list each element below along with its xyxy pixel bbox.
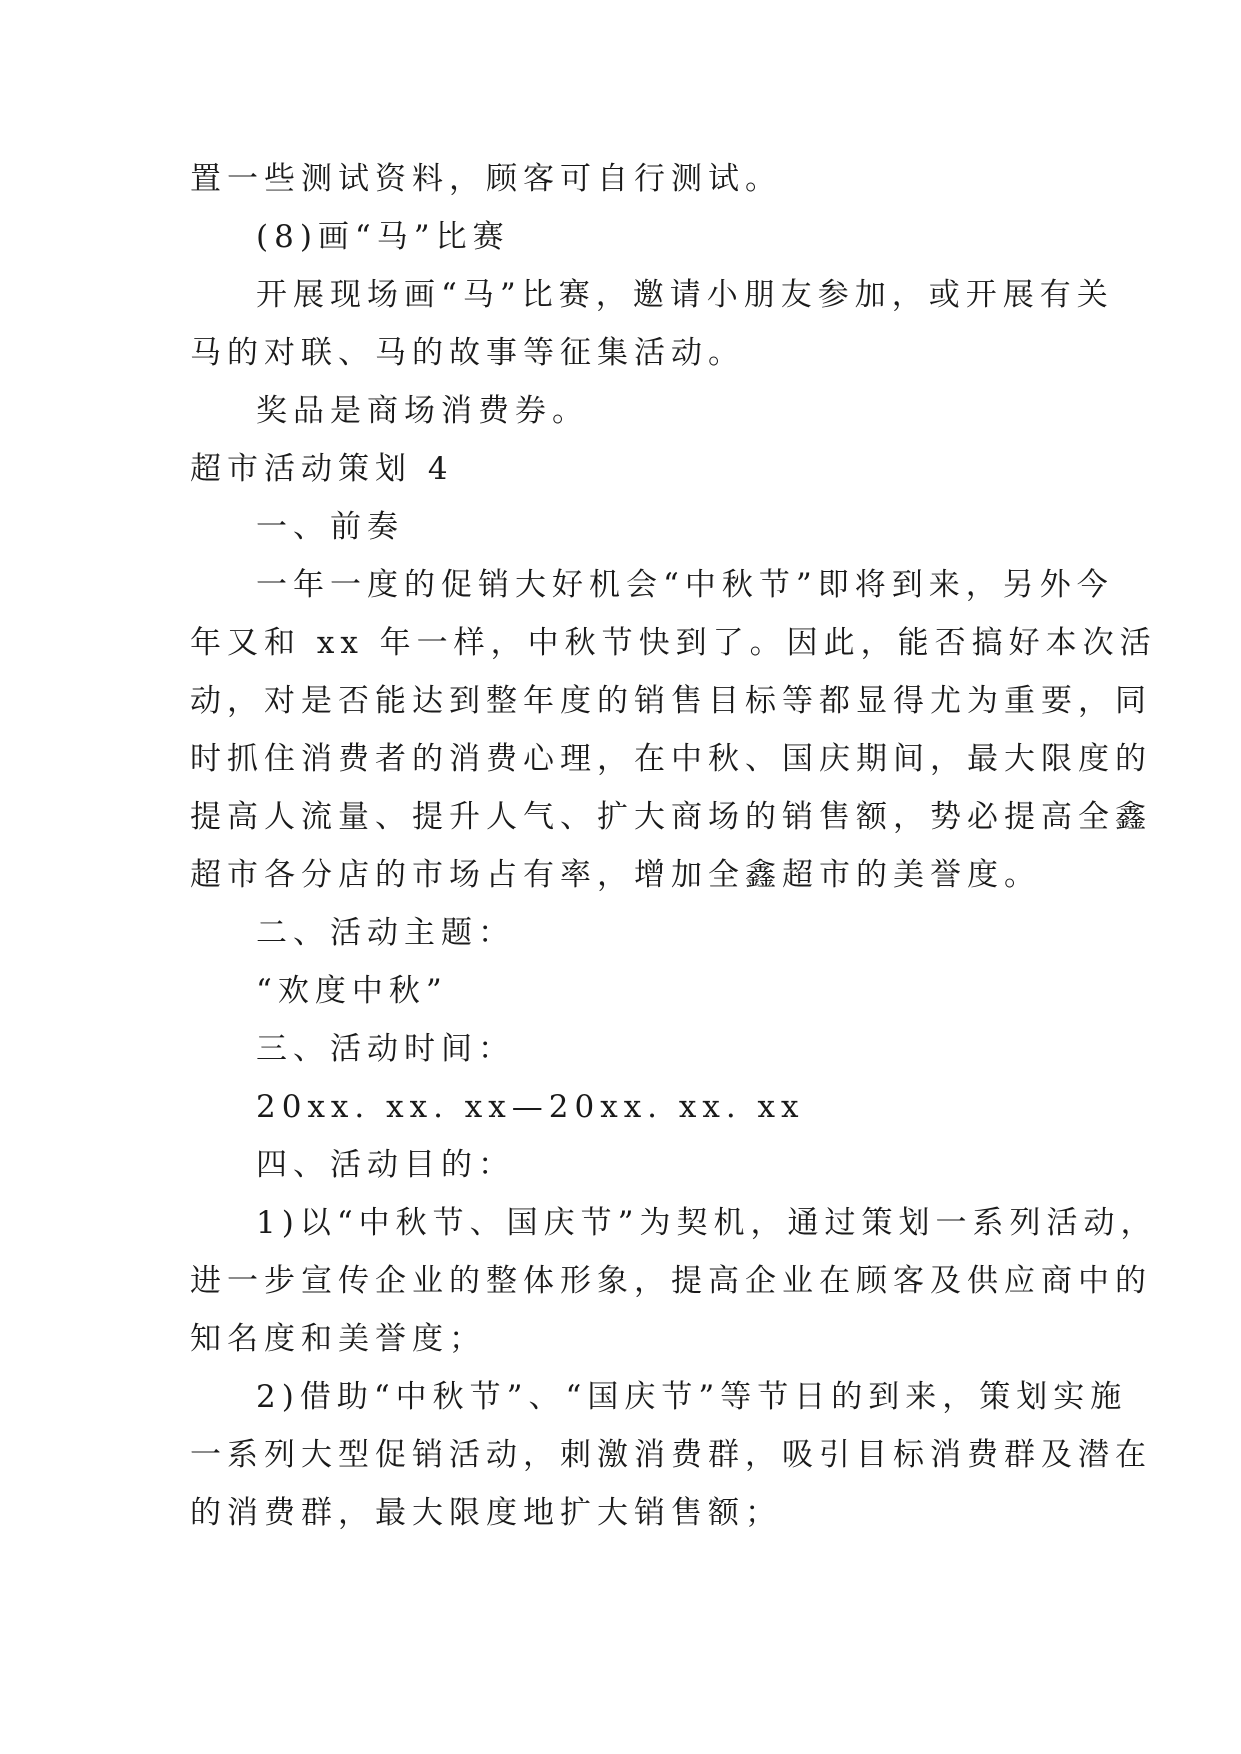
document-page <box>190 150 1158 1542</box>
text-line: 奖品是商场消费券。 <box>256 393 589 429</box>
text-line: 20xx. xx. xx—20xx. xx. xx <box>256 1089 805 1125</box>
text-line: 开展现场画“马”比赛，邀请小朋友参加，或开展有关 <box>256 277 1114 313</box>
text-line: 超市各分店的市场占有率，增加全鑫超市的美誉度。 <box>190 857 1041 893</box>
text-line: 时抓住消费者的消费心理，在中秋、国庆期间，最大限度的 <box>190 741 1152 777</box>
section-item-heading: (8)画“马”比赛 <box>256 219 510 255</box>
text-line: 年又和 xx 年一样，中秋节快到了。因此，能否搞好本次活 <box>190 625 1157 661</box>
section-title: 超市活动策划 4 <box>190 451 454 487</box>
text-line: 1)以“中秋节、国庆节”为契机，通过策划一系列活动， <box>256 1205 1158 1241</box>
text-line: 动，对是否能达到整年度的销售目标等都显得尤为重要，同 <box>190 683 1152 719</box>
text-line: 提高人流量、提升人气、扩大商场的销售额，势必提高全鑫 <box>190 799 1152 835</box>
text-line: 的消费群，最大限度地扩大销售额； <box>190 1495 782 1531</box>
text-line: “欢度中秋” <box>256 973 448 1009</box>
section-heading: 四、活动目的： <box>256 1147 515 1183</box>
text-line: 进一步宣传企业的整体形象，提高企业在顾客及供应商中的 <box>190 1263 1152 1299</box>
text-line: 置一些测试资料，顾客可自行测试。 <box>190 161 782 197</box>
text-line: 2)借助“中秋节”、“国庆节”等节日的到来，策划实施 <box>256 1379 1128 1415</box>
section-heading: 一、前奏 <box>256 509 404 545</box>
section-heading: 三、活动时间： <box>256 1031 515 1067</box>
text-line: 一系列大型促销活动，刺激消费群，吸引目标消费群及潜在 <box>190 1437 1152 1473</box>
text-line: 马的对联、马的故事等征集活动。 <box>190 335 745 371</box>
section-heading: 二、活动主题： <box>256 915 515 951</box>
text-line: 知名度和美誉度； <box>190 1321 486 1357</box>
text-line: 一年一度的促销大好机会“中秋节”即将到来，另外今 <box>256 567 1114 603</box>
